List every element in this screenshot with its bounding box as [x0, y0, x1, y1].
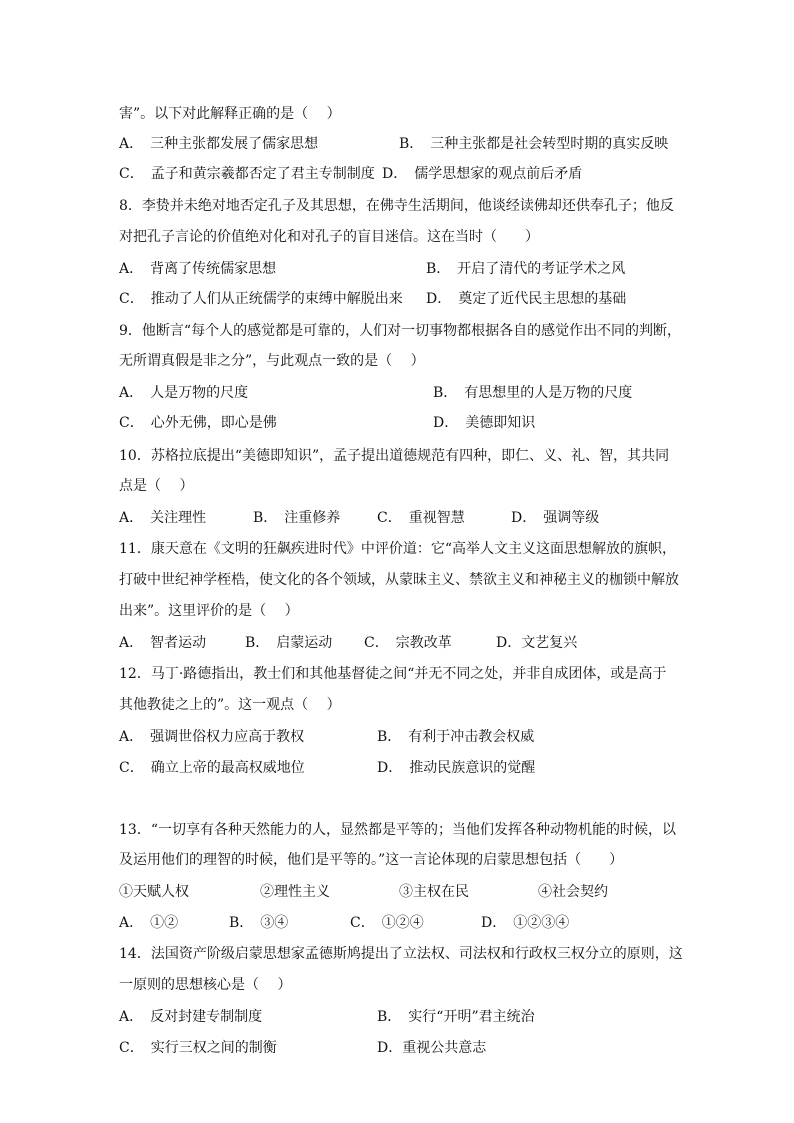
q7-option-b: B． 三种主张都是社会转型时期的真实反映 — [399, 136, 669, 152]
q13-stem-line2: 及运用他们的理智的时候，他们是平等的。”这一言论体现的启蒙思想包括（ ） — [119, 852, 624, 868]
q12-stem-line1: 12．马丁·路德指出，教士们和其他基督徒之间“并无不同之处，并非自成团体，或是高于 — [119, 666, 667, 682]
q13-item-1: ①天赋人权 — [119, 884, 189, 900]
q8-stem-line1: 8．李贽并未绝对地否定孔子及其思想，在佛寺生活期间，他谈经读佛却还供奉孔子；他反 — [119, 198, 674, 214]
q7-option-c: C． 孟子和黄宗羲都否定了君主专制制度 — [119, 166, 375, 182]
q12-stem-line2: 其他教徒之上的”。这一观点（ ） — [119, 697, 341, 713]
q14-stem-line1: 14．法国资产阶级启蒙思想家孟德斯鸠提出了立法权、司法权和行政权三权分立的原则，这 — [119, 946, 683, 962]
q8-stem-line2: 对把孔子言论的价值绝对化和对孔子的盲目迷信。这在当时（ ） — [119, 229, 539, 245]
q11-stem-line3: 出来”。这里评价的是（ ） — [119, 603, 299, 619]
q10-option-c: C． 重视智慧 — [377, 510, 465, 526]
q13-item-3: ③主权在民 — [399, 884, 469, 900]
q12-option-a: A． 强调世俗权力应高于教权 — [119, 729, 305, 745]
q9-option-b: B． 有思想里的人是万物的尺度 — [433, 385, 633, 401]
q9-option-a: A． 人是万物的尺度 — [119, 385, 249, 401]
q14-option-d: D．重视公共意志 — [377, 1040, 487, 1056]
q7-option-a: A． 三种主张都发展了儒家思想 — [119, 136, 319, 152]
q10-stem-line2: 点是（ ） — [119, 478, 194, 494]
q13-option-a: A． ①② — [119, 915, 179, 931]
q10-option-b: B． 注重修养 — [253, 510, 341, 526]
q10-stem-line1: 10．苏格拉底提出“美德即知识”，孟子提出道德规范有四种，即仁、义、礼、智，其共同 — [119, 448, 670, 464]
q13-option-b: B． ③④ — [229, 915, 289, 931]
q14-option-c: C． 实行三权之间的制衡 — [119, 1040, 277, 1056]
q13-option-c: C． ①②④ — [350, 915, 424, 931]
q12-option-c: C． 确立上帝的最高权威地位 — [119, 760, 305, 776]
q8-option-a: A． 背离了传统儒家思想 — [119, 261, 277, 277]
q9-option-c: C． 心外无佛，即心是佛 — [119, 415, 277, 431]
q9-stem-line1: 9．他断言“每个人的感觉都是可靠的，人们对一切事物都根据各自的感觉作出不同的判断， — [119, 323, 682, 339]
q7-option-d: D． 儒学思想家的观点前后矛盾 — [382, 166, 583, 182]
q10-option-a: A． 关注理性 — [119, 510, 207, 526]
q11-option-b: B． 启蒙运动 — [245, 635, 333, 651]
q13-item-2: ②理性主义 — [260, 884, 330, 900]
q7-stem-end: 害”。以下对此解释正确的是（ ） — [119, 106, 341, 122]
q8-option-d: D． 奠定了近代民主思想的基础 — [426, 291, 627, 307]
q12-option-b: B． 有利于冲击教会权威 — [377, 729, 535, 745]
q8-option-c: C． 推动了人们从正统儒学的束缚中解脱出来 — [119, 291, 403, 307]
q9-stem-line2: 无所谓真假是非之分”，与此观点一致的是（ ） — [119, 353, 425, 369]
q13-stem-line1: 13．“一切享有各种天然能力的人，显然都是平等的；当他们发挥各种动物机能的时候，以 — [119, 822, 676, 838]
q11-option-d: D．文艺复兴 — [496, 635, 578, 651]
q11-option-a: A． 智者运动 — [119, 635, 207, 651]
q14-option-b: B． 实行“开明”君主统治 — [377, 1009, 535, 1025]
q9-option-d: D． 美德即知识 — [433, 415, 536, 431]
q11-stem-line1: 11．康天意在《文明的狂飙疾进时代》中评价道：它“高举人文主义这面思想解放的旗帜， — [119, 541, 676, 557]
q8-option-b: B． 开启了清代的考证学术之风 — [426, 261, 626, 277]
q11-option-c: C． 宗教改革 — [364, 635, 452, 651]
q14-stem-line2: 一原则的思想核心是（ ） — [119, 977, 292, 993]
q13-item-4: ④社会契约 — [538, 884, 608, 900]
q10-option-d: D． 强调等级 — [511, 510, 600, 526]
q11-stem-line2: 打破中世纪神学桎梏，使文化的各个领域，从蒙昧主义、禁欲主义和神秘主义的枷锁中解放 — [119, 572, 679, 588]
q12-option-d: D． 推动民族意识的觉醒 — [377, 760, 536, 776]
q13-option-d: D． ①②③④ — [481, 915, 570, 931]
q14-option-a: A． 反对封建专制制度 — [119, 1009, 263, 1025]
